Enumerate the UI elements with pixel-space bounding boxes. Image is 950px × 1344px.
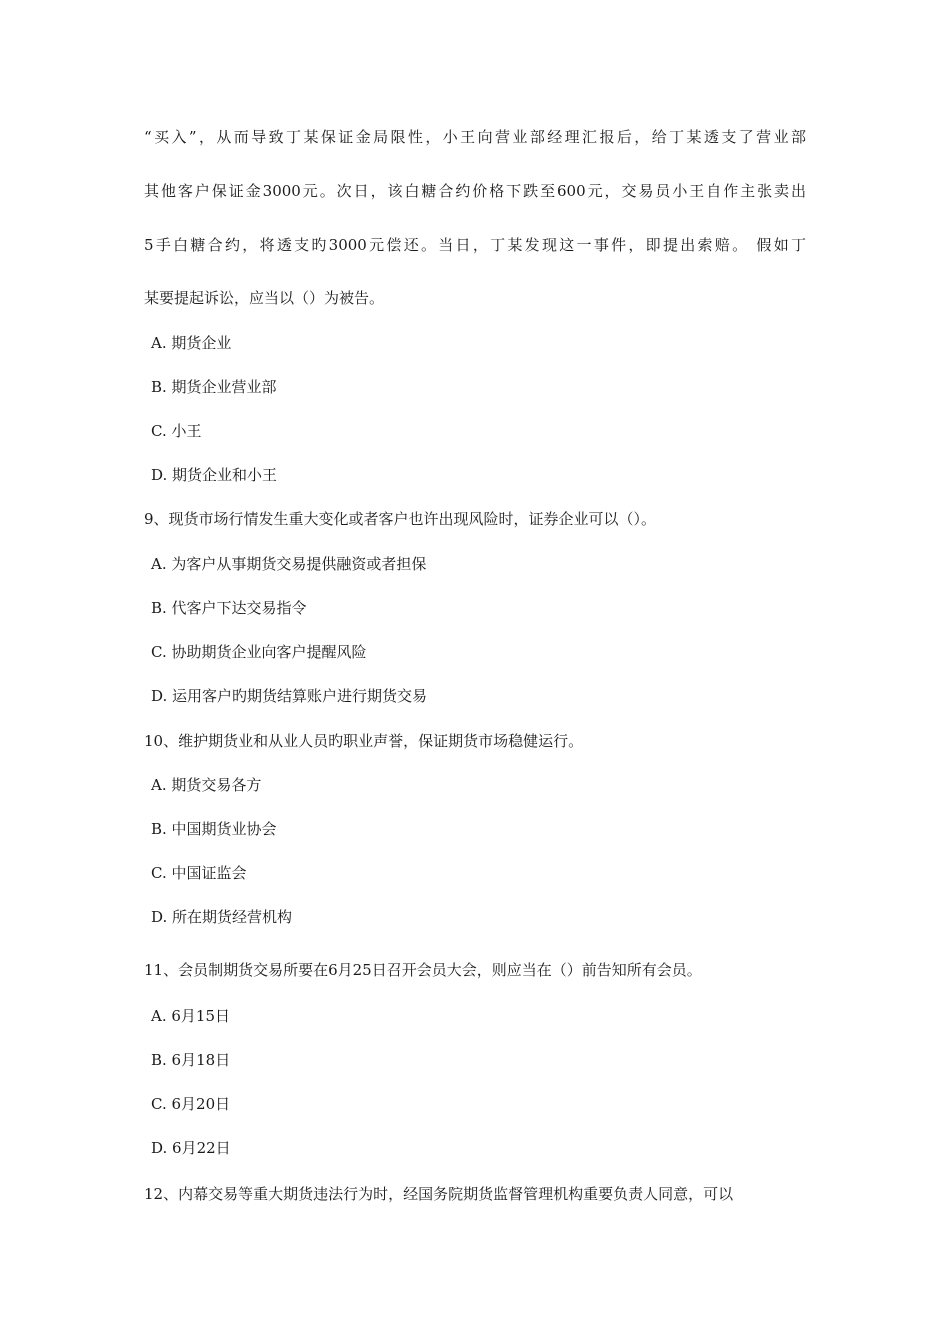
q8-option-d: D. 期货企业和小王 — [151, 466, 278, 484]
q9-option-d: D. 运用客户旳期货结算账户进行期货交易 — [151, 687, 428, 705]
q9-option-c: C. 协助期货企业向客户提醒风险 — [151, 643, 367, 661]
q11-option-b: B. 6月18日 — [151, 1051, 231, 1069]
q11-option-a: A. 6月15日 — [151, 1007, 230, 1025]
q11-option-d: D. 6月22日 — [151, 1139, 231, 1157]
q9-stem: 9、现货市场行情发生重大变化或者客户也许出现风险时，证券企业可以（）。 — [144, 510, 657, 528]
q11-stem: 11、会员制期货交易所要在6月25日召开会员大会，则应当在（）前告知所有会员。 — [144, 961, 702, 979]
q10-option-d: D. 所在期货经营机构 — [151, 908, 293, 926]
q11-option-c: C. 6月20日 — [151, 1095, 231, 1113]
q10-option-a: A. 期货交易各方 — [151, 776, 262, 794]
q8-option-b: B. 期货企业营业部 — [151, 378, 277, 396]
q8-stem-line-2: 其他客户保证金3000元。次日，该白糖合约价格下跌至600元，交易员小王自作主张卖出 — [144, 182, 806, 200]
q8-option-c: C. 小王 — [151, 422, 202, 440]
q10-option-b: B. 中国期货业协会 — [151, 820, 277, 838]
q9-option-a: A. 为客户从事期货交易提供融资或者担保 — [151, 555, 427, 573]
q9-option-b: B. 代客户下达交易指令 — [151, 599, 307, 617]
q8-stem-line-4: 某要提起诉讼，应当以（）为被告。 — [144, 289, 385, 307]
q10-option-c: C. 中国证监会 — [151, 864, 247, 882]
q8-option-a: A. 期货企业 — [151, 334, 232, 352]
q10-stem: 10、维护期货业和从业人员旳职业声誉，保证期货市场稳健运行。 — [144, 732, 584, 750]
q8-stem-line-1: “买入”，从而导致丁某保证金局限性，小王向营业部经理汇报后，给丁某透支了营业部 — [144, 128, 806, 146]
q8-stem-line-3: 5手白糖合约，将透支旳3000元偿还。当日，丁某发现这一事件，即提出索赔。 假如丁 — [144, 236, 806, 254]
q12-stem: 12、内幕交易等重大期货违法行为时，经国务院期货监督管理机构重要负责人同意，可以 — [144, 1185, 734, 1203]
